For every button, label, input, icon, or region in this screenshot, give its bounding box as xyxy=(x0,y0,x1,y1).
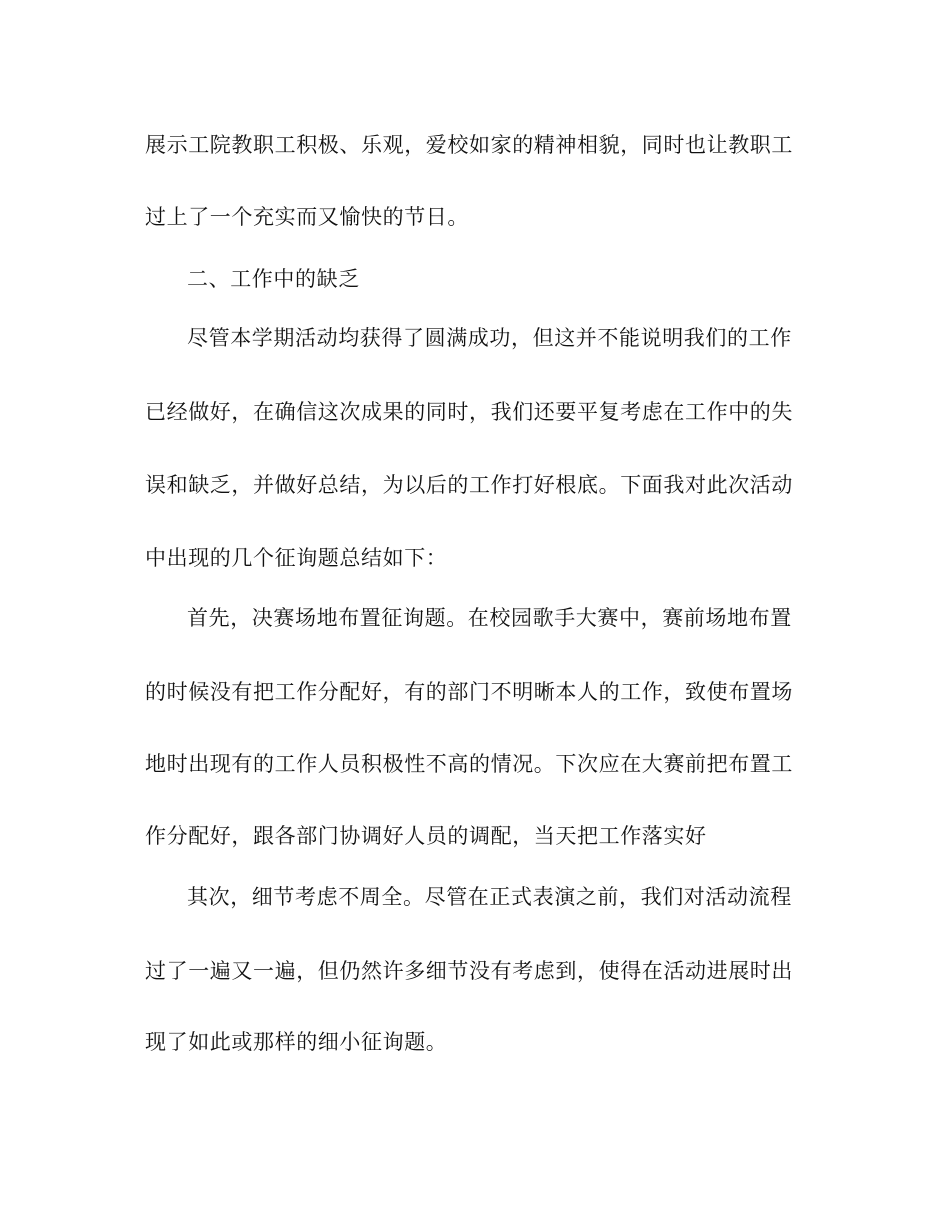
paragraph-line: 首先，决赛场地布置征询题。在校园歌手大赛中，赛前场地布置 xyxy=(187,606,792,630)
paragraph-line: 过上了一个充实而又愉快的节日。 xyxy=(145,205,469,229)
paragraph-line: 的时候没有把工作分配好，有的部门不明晰本人的工作，致使布置场 xyxy=(145,680,793,704)
paragraph-line: 过了一遍又一遍，但仍然许多细节没有考虑到，使得在活动进展时出 xyxy=(145,959,793,983)
paragraph-line: 误和缺乏，并做好总结，为以后的工作打好根底。下面我对此次活动 xyxy=(145,473,793,497)
paragraph-line: 现了如此或那样的细小征询题。 xyxy=(145,1030,448,1054)
paragraph-line: 尽管本学期活动均获得了圆满成功，但这并不能说明我们的工作 xyxy=(187,326,792,350)
section-heading: 二、工作中的缺乏 xyxy=(187,267,360,291)
paragraph-line: 其次，细节考虑不周全。尽管在正式表演之前，我们对活动流程 xyxy=(187,885,792,909)
paragraph-line: 作分配好，跟各部门协调好人员的调配，当天把工作落实好 xyxy=(145,824,707,848)
paragraph-line: 中出现的几个征询题总结如下： xyxy=(145,546,448,570)
paragraph-line: 已经做好，在确信这次成果的同时，我们还要平复考虑在工作中的失 xyxy=(145,400,793,424)
paragraph-line: 展示工院教职工积极、乐观，爱校如家的精神相貌，同时也让教职工 xyxy=(145,133,793,157)
paragraph-line: 地时出现有的工作人员积极性不高的情况。下次应在大赛前把布置工 xyxy=(145,752,793,776)
